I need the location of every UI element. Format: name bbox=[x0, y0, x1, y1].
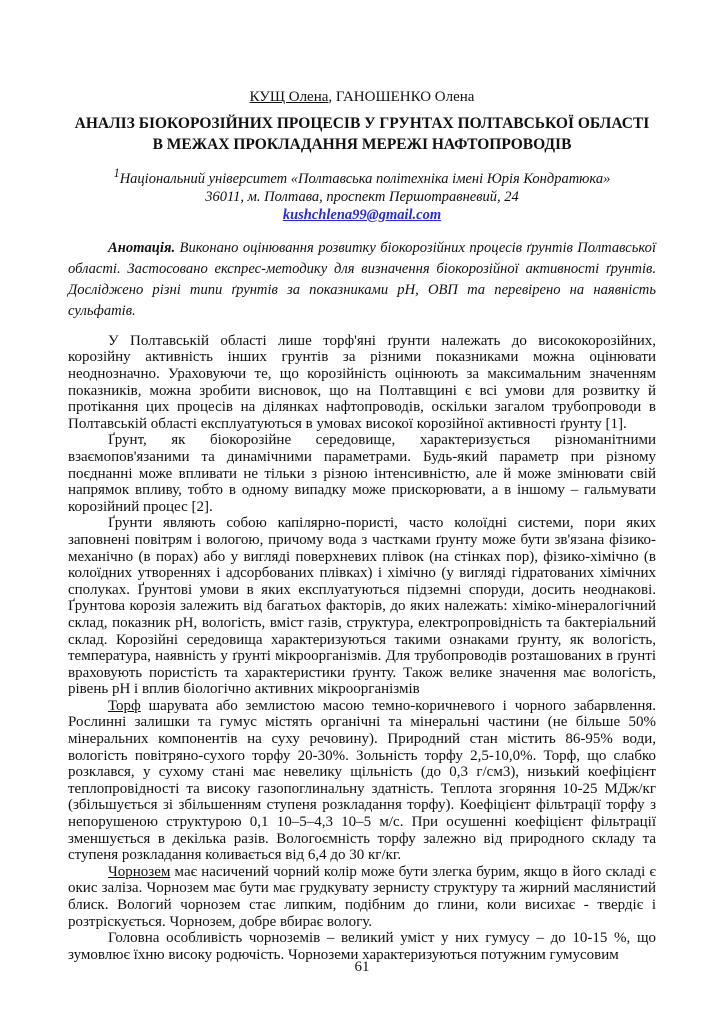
abstract bbox=[68, 238, 656, 322]
author-first: КУЩ Олена bbox=[249, 89, 329, 105]
abstract-text: Виконано оцінювання розвитку біокорозійних процесів ґрунтів Полтавської області. Застосовано експрес-методику для визначення біокорозійної активності ґрунтів. Досліджено різні типи ґрунтів за показниками рН, ОВП та перевірено на наявність сульфатів. bbox=[68, 239, 656, 319]
affiliation-line bbox=[68, 164, 656, 188]
authors-line bbox=[68, 88, 656, 106]
body-paragraph bbox=[68, 515, 656, 698]
email-line bbox=[68, 206, 656, 224]
author-second: , ГАНОШЕНКО Олена bbox=[328, 89, 475, 105]
term-chornozem: Чорнозем bbox=[108, 863, 171, 880]
paragraph-text: має насичений чорний колір може бути злегка бурим, якщо в його складі є окис заліза. Чорнозем має бути має грудкувату зернисту структуру та жирний маслянистий блиск. Вологий чорнозем стає липким, подібним до глини, коли висихає - твердіє і розтріскується. Чорнозем, добре вбирає вологу. bbox=[68, 863, 656, 930]
paragraph-text: У Полтавській області лише торф'яні ґрунти належать до висококорозійних, корозійну активність інших грунтів за різними показниками можна оцінювати неоднозначно. Ураховуючи те, що корозійність оцінюють за максимальним значенням показників, можна зробити висновок, що на Полтавщині є всі умови для розвитку й протікання цих процесів на ділянках нафтопроводів, оскільки загалом трубопроводи в Полтавській області експлуатуються в умовах високої корозійної активності ґрунту [1]. bbox=[68, 332, 656, 432]
body-paragraph bbox=[68, 698, 656, 864]
article-body bbox=[68, 333, 656, 964]
paragraph-text: Ґрунт, як біокорозійне середовище, характеризується різноманітними взаємопов'язаними та динамічними параметрами. Будь-який параметр при різному поєднанні може впливати не тільки з різною інтенсивністю, але й може змінювати свій напрямок впливу, тобто в одному випадку може прискорювати, а в іншому – гальмувати корозійний процес [2]. bbox=[68, 432, 656, 515]
paragraph-text: Ґрунти являють собою капілярно-пористі, часто колоїдні системи, пори яких заповнені повітрям і вологою, причому вода з частками ґрунту може бути зв'язана фізико-механічно (в порах) або у вигляді поверхневих плівок (на стінках пор), фізико-хімічно (в колоїдних утвореннях і адсорбованих плівках) і хімічно (у вигляді гідратованих хімічних сполуках. Ґрунтові умови в яких експлуатуються підземні споруди, досить неоднакові. Ґрунтова корозія залежить від багатьох факторів, до яких належать: хіміко-мінералогічний склад, показник рН, вологість, вміст газів, структура, електропровідність та бактеріальний склад. Корозійні середовища характеризуються такими ознаками ґрунту, як вологість, температура, наявність у ґрунті мікроорганізмів. Для трубопроводів розташованих в ґрунті враховують пористість та характеристики ґрунту. Також велике значення має вологість, рівень рН і вплив біологічно активних мікроорганізмів bbox=[68, 515, 656, 698]
address-line: 36011, м. Полтава, проспект Першотравневий, 24 bbox=[205, 188, 519, 205]
affiliation-text: Національний університет «Полтавська політехніка імені Юрія Кондратюка» bbox=[119, 170, 611, 187]
paragraph-text: Головна особливість чорноземів – великий уміст у них гумусу – до 10-15 %, що зумовлює їхню високу родючість. Чорноземи характеризуються потужним гумусовим bbox=[68, 930, 656, 963]
paragraph-text: шарувата або землистою масою темно-коричневого і чорного забарвлення. Рослинні залишки та гумус містять органічні та мінеральні частини (не більше 50% мінеральних компонентів на суху речовину). Природний стан містить 86-95% води, вологість повітряно-сухого торфу 20-30%. Зольність торфу 2,5-10,0%. Торф, що слабко розклався, у сухому стані має невелику щільність (до 0,3 г/см3), низький коефіцієнт теплопровідності та високу газопоглинальну здатність. Теплота згоряння 10-25 МДж/кг (збільшується зі збільшенням ступеня розкладання торфу). Коефіцієнт фільтрації торфу з непорушеною структурою 0,1 10–5–4,3 10–5 м/с. При осушенні коефіцієнт фільтрації зменшується в декілька разів. Вологоємність торфу залежно від природного складу та ступеня розкладання коливається від 6,4 до 30 кг/кг. bbox=[68, 697, 656, 864]
body-paragraph bbox=[68, 333, 656, 433]
term-torf: Торф bbox=[108, 697, 141, 714]
body-paragraph bbox=[68, 432, 656, 515]
email-link[interactable]: kushchlena99@gmail.com bbox=[282, 206, 442, 223]
page-number: 61 bbox=[354, 959, 370, 975]
abstract-label: Анотація. bbox=[108, 239, 176, 256]
body-paragraph bbox=[68, 864, 656, 930]
affiliation-superscript: 1 bbox=[113, 166, 120, 180]
paper-title: АНАЛІЗ БІОКОРОЗІЙНИХ ПРОЦЕСІВ У ГРУНТАХ ПОЛТАВСЬКОЇ ОБЛАСТІ В МЕЖАХ ПРОКЛАДАННЯ МЕРЕЖІ НАФТОПРОВОДІВ bbox=[74, 115, 650, 153]
